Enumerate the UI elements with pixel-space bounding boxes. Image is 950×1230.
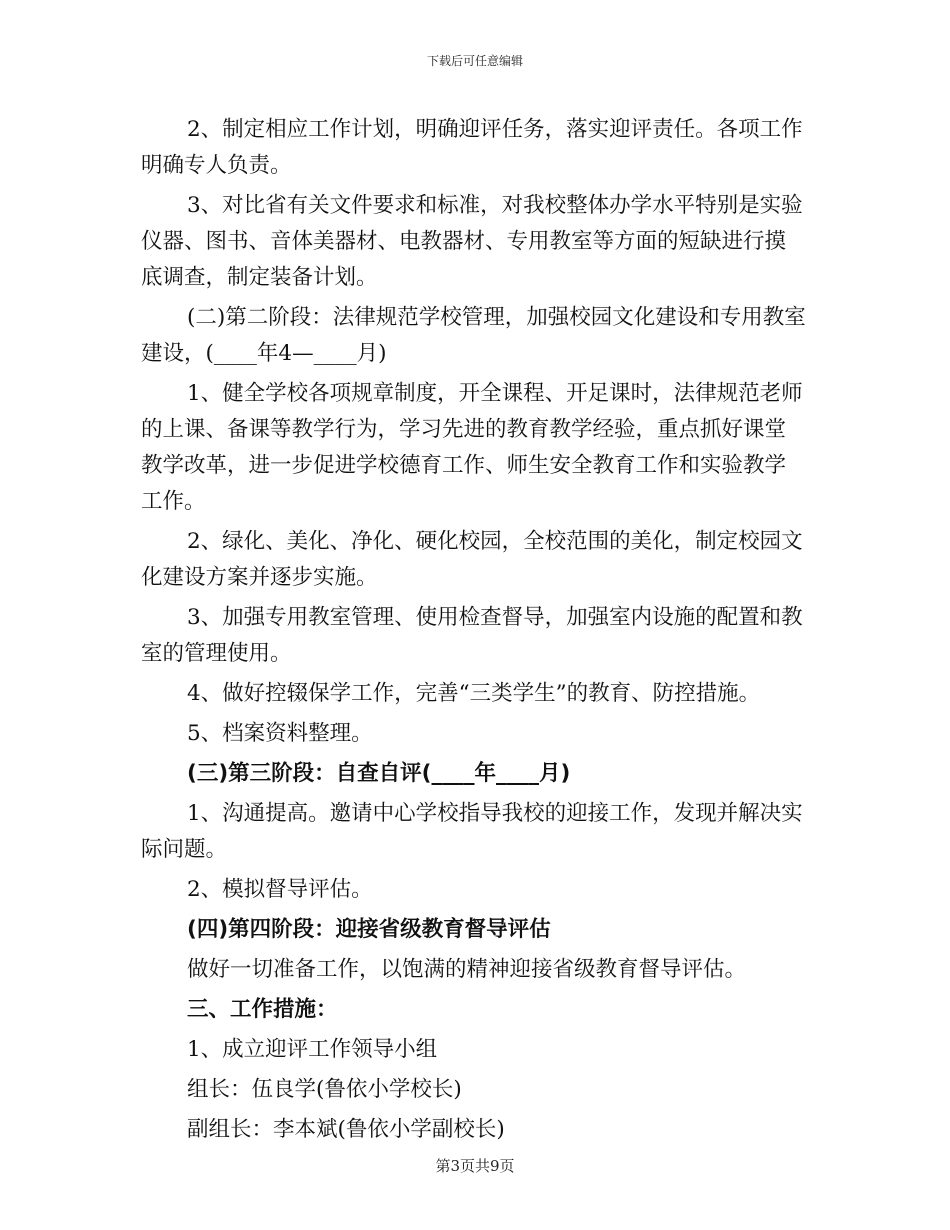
document-body — [141, 112, 806, 1152]
paragraph: 3、加强专用教室管理、使用检查督导，加强室内设施的配置和教室的管理使用。 — [141, 605, 803, 666]
page-header: 下载后可任意编辑 — [426, 54, 523, 68]
paragraph: 1、健全学校各项规章制度，开全课程、开足课时，法律规范老师的上课、备课等教学行为，学习先进的教育教学经验，重点抓好课堂教学改革，进一步促进学校德育工作、师生安全教育工作和实验教学工作。 — [141, 381, 803, 514]
paragraph: 5、档案资料整理。 — [187, 721, 373, 746]
section-heading: (三)第三阶段：自查自评(____年____月) — [187, 761, 571, 786]
paragraph: (二)第二阶段：法律规范学校管理，加强校园文化建设和专用教室建设，(____年4—____月) — [141, 305, 806, 366]
paragraph: 1、沟通提高。邀请中心学校指导我校的迎接工作，发现并解决实际问题。 — [141, 801, 803, 862]
section-heading: 三、工作措施： — [187, 997, 338, 1022]
paragraph: 2、制定相应工作计划，明确迎评任务，落实迎评责任。各项工作明确专人负责。 — [141, 117, 803, 178]
section-heading: (四)第四阶段：迎接省级教育督导评估 — [187, 917, 551, 942]
paragraph: 1、成立迎评工作领导小组 — [187, 1037, 438, 1062]
paragraph: 3、对比省有关文件要求和标准，对我校整体办学水平特别是实验仪器、图书、音体美器材、电教器材、专用教室等方面的短缺进行摸底调查，制定装备计划。 — [141, 193, 803, 290]
paragraph: 副组长：李本斌(鲁依小学副校长) — [187, 1117, 505, 1142]
paragraph: 组长：伍良学(鲁依小学校长) — [187, 1077, 462, 1102]
paragraph: 4、做好控辍保学工作，完善“三类学生”的教育、防控措施。 — [187, 681, 761, 706]
paragraph: 做好一切准备工作，以饱满的精神迎接省级教育督导评估。 — [187, 957, 747, 982]
paragraph: 2、绿化、美化、净化、硬化校园，全校范围的美化，制定校园文化建设方案并逐步实施。 — [141, 529, 803, 590]
page-footer: 第3页共9页 — [435, 1157, 515, 1175]
paragraph: 2、模拟督导评估。 — [187, 877, 373, 902]
